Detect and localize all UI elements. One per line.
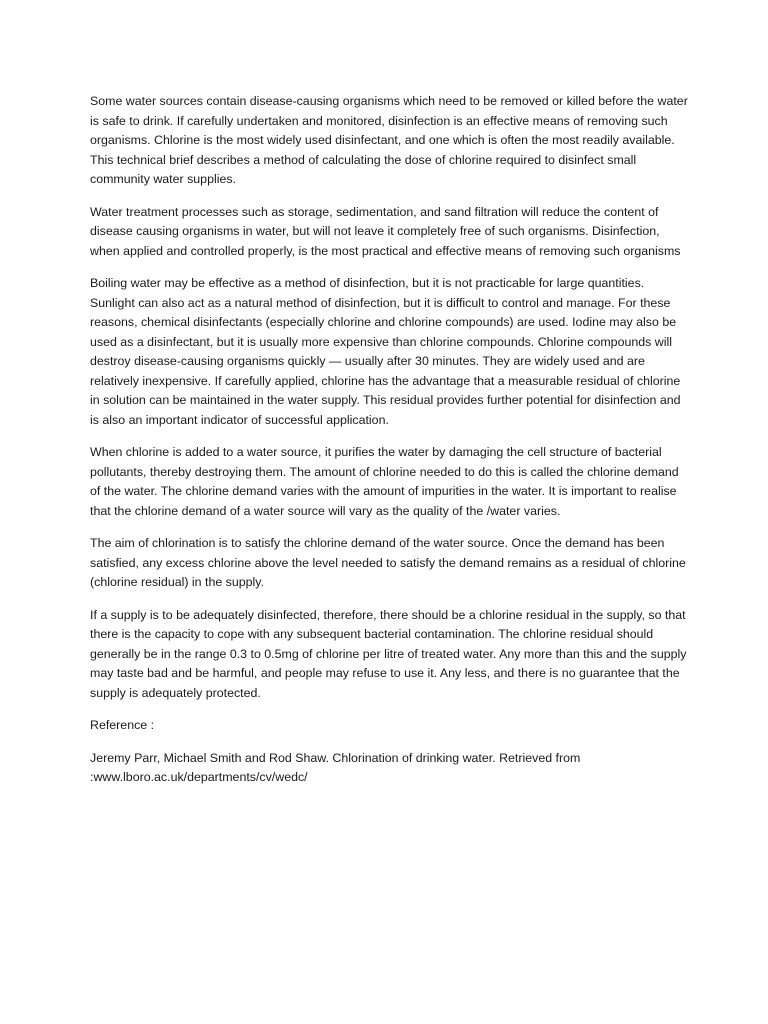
paragraph-chlorine-demand: When chlorine is added to a water source, it purifies the water by damaging the cell structure of bacterial pollutants, thereby destroying them. The amount of chlorine needed to do this is called the chlorine demand of the water. The chlorine demand varies with the amount of impurities in the water. It is important to realise that the chlorine demand of a water source will vary as the quality of the /water varies. — [90, 445, 679, 518]
paragraph-chlorine-residual: If a supply is to be adequately disinfected, therefore, there should be a chlorine residual in the supply, so that there is the capacity to cope with any subsequent bacterial contamination. The chlorine residual should generally be in the range 0.3 to 0.5mg of chlorine per litre of treated water. Any more than this and the supply may taste bad and be harmful, and people may refuse to use it. Any less, and there is no guarantee that the supply is adequately protected. — [90, 607, 687, 700]
paragraph-intro: Some water sources contain disease-causing organisms which need to be removed or killed before the water is safe to drink. If carefully undertaken and monitored, disinfection is an effective means of removing such organisms. Chlorine is the most widely used disinfectant, and one which is often the most readily available. This technical brief describes a method of calculating the dose of chlorine required to disinfect small community water supplies. — [90, 94, 688, 186]
reference-heading: Reference : — [90, 718, 155, 732]
paragraph-chlorination-aim: The aim of chlorination is to satisfy the chlorine demand of the water source. Once the demand has been satisfied, any excess chlorine above the level needed to satisfy the demand remains as a residual of chlorine (chlorine residual) in the supply. — [90, 536, 686, 589]
paragraph-treatment-processes: Water treatment processes such as storage, sedimentation, and sand filtration will reduce the content of disease causing organisms in water, but will not leave it completely free of such organisms. Disinfection, when applied and controlled properly, is the most practical and effective means of removing such organisms — [90, 204, 681, 258]
paragraph-disinfection-methods: Boiling water may be effective as a method of disinfection, but it is not practicable for large quantities. Sunlight can also act as a natural method of disinfection, but it is difficult to control and manage. For these reasons, chemical disinfectants (especially chlorine and chlorine compounds) are used. Iodine may also be used as a disinfectant, but it is usually more expensive than chlorine compounds. Chlorine compounds will destroy disease-causing organisms quickly — usually after 30 minutes. They are widely used and are relatively inexpensive. If carefully applied, chlorine has the advantage that a measurable residual of chlorine in solution can be maintained in the water supply. This residual provides further potential for disinfection and is also an important indicator of successful application. — [90, 276, 681, 427]
reference-citation: Jeremy Parr, Michael Smith and Rod Shaw. Chlorination of drinking water. Retrieved from :www.lboro.ac.uk/departments/cv/wedc/ — [90, 750, 581, 784]
document-page — [90, 92, 690, 801]
